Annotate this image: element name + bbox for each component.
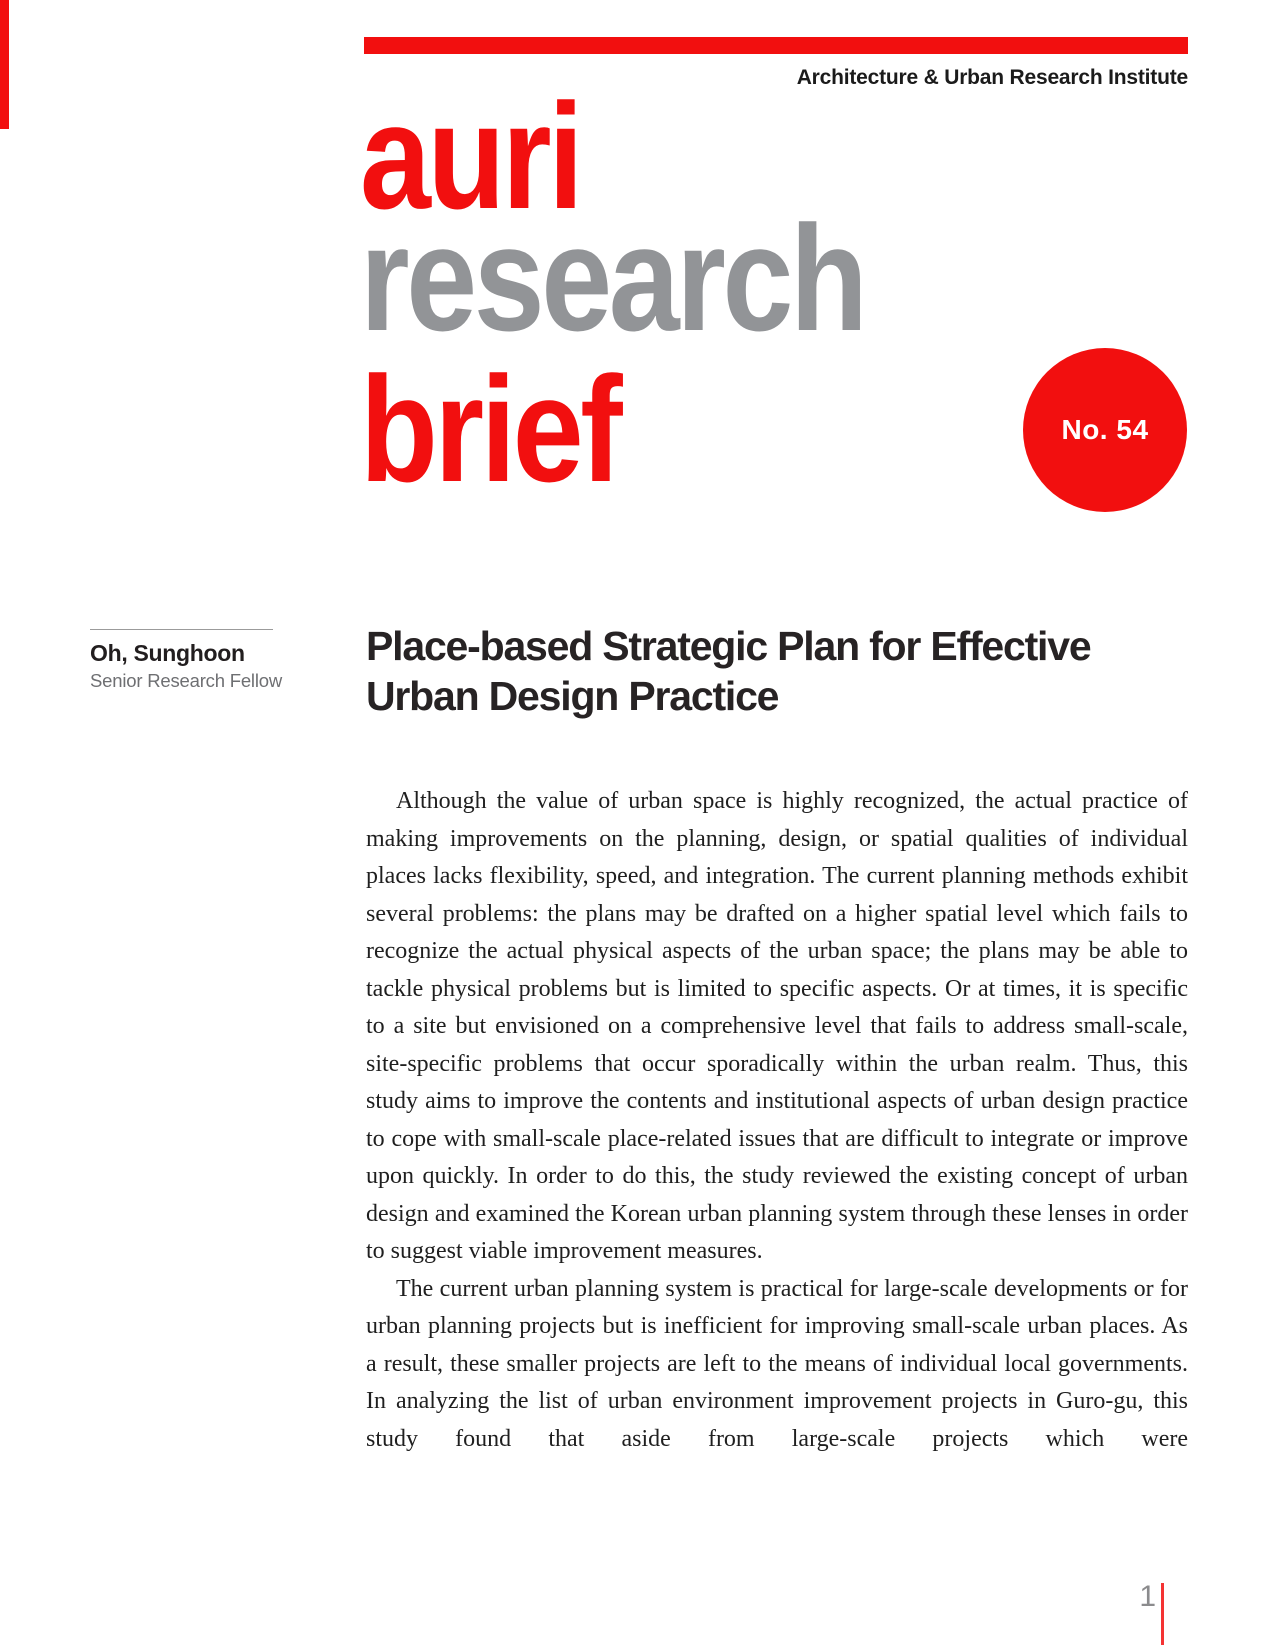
logo-word-research: research	[360, 194, 865, 362]
article-title-line-2: Urban Design Practice	[366, 673, 779, 719]
issue-number-badge	[1023, 348, 1187, 512]
author-divider-line	[90, 629, 273, 630]
logo-word-auri: auri	[360, 72, 581, 240]
body-paragraph-1: Although the value of urban space is highly recognized, the actual practice of making improvements on the planning, design, or spatial qualities of individual places lacks flexibility, speed, and integration. The current planning methods exhibit several problems: the plans may be drafted on a higher spatial level which fails to recognize the actual physical aspects of the urban space; the plans may be able to tackle physical problems but is limited to specific aspects. Or at times, it is specific to a site but envisioned on a comprehensive level that fails to address small-scale, site-specific problems that occur sporadically within the urban realm. Thus, this study aims to improve the contents and institutional aspects of urban design practice to cope with small-scale place-related issues that are difficult to integrate or improve upon quickly. In order to do this, the study reviewed the existing concept of urban design and examined the Korean urban planning system through these lenses in order to suggest viable improvement measures.	[366, 788, 1188, 1264]
article-title	[366, 621, 1196, 721]
issue-number-label: No. 54	[1061, 414, 1149, 445]
author-name: Oh, Sunghoon	[90, 640, 245, 666]
body-paragraph-2: The current urban planning system is practical for large-scale developments or for urban planning projects but is inefficient for improving small-scale urban places. As a result, these smaller projects are left to the means of individual local governments. In analyzing the list of urban environment improvement projects in Guro-gu, this study found that aside from large-scale projects which were	[366, 1275, 1188, 1452]
institute-name: Architecture & Urban Research Institute	[796, 66, 1188, 89]
article-title-line-1: Place-based Strategic Plan for Effective	[366, 623, 1091, 669]
corner-accent-bar-top-left	[0, 0, 9, 129]
article-body	[366, 783, 1188, 1458]
page-number: 1	[1139, 1580, 1156, 1613]
author-role: Senior Research Fellow	[90, 670, 282, 691]
logo-word-brief: brief	[360, 345, 620, 513]
footer-red-rule	[1161, 1583, 1164, 1645]
header-red-rule-bar	[364, 37, 1188, 54]
